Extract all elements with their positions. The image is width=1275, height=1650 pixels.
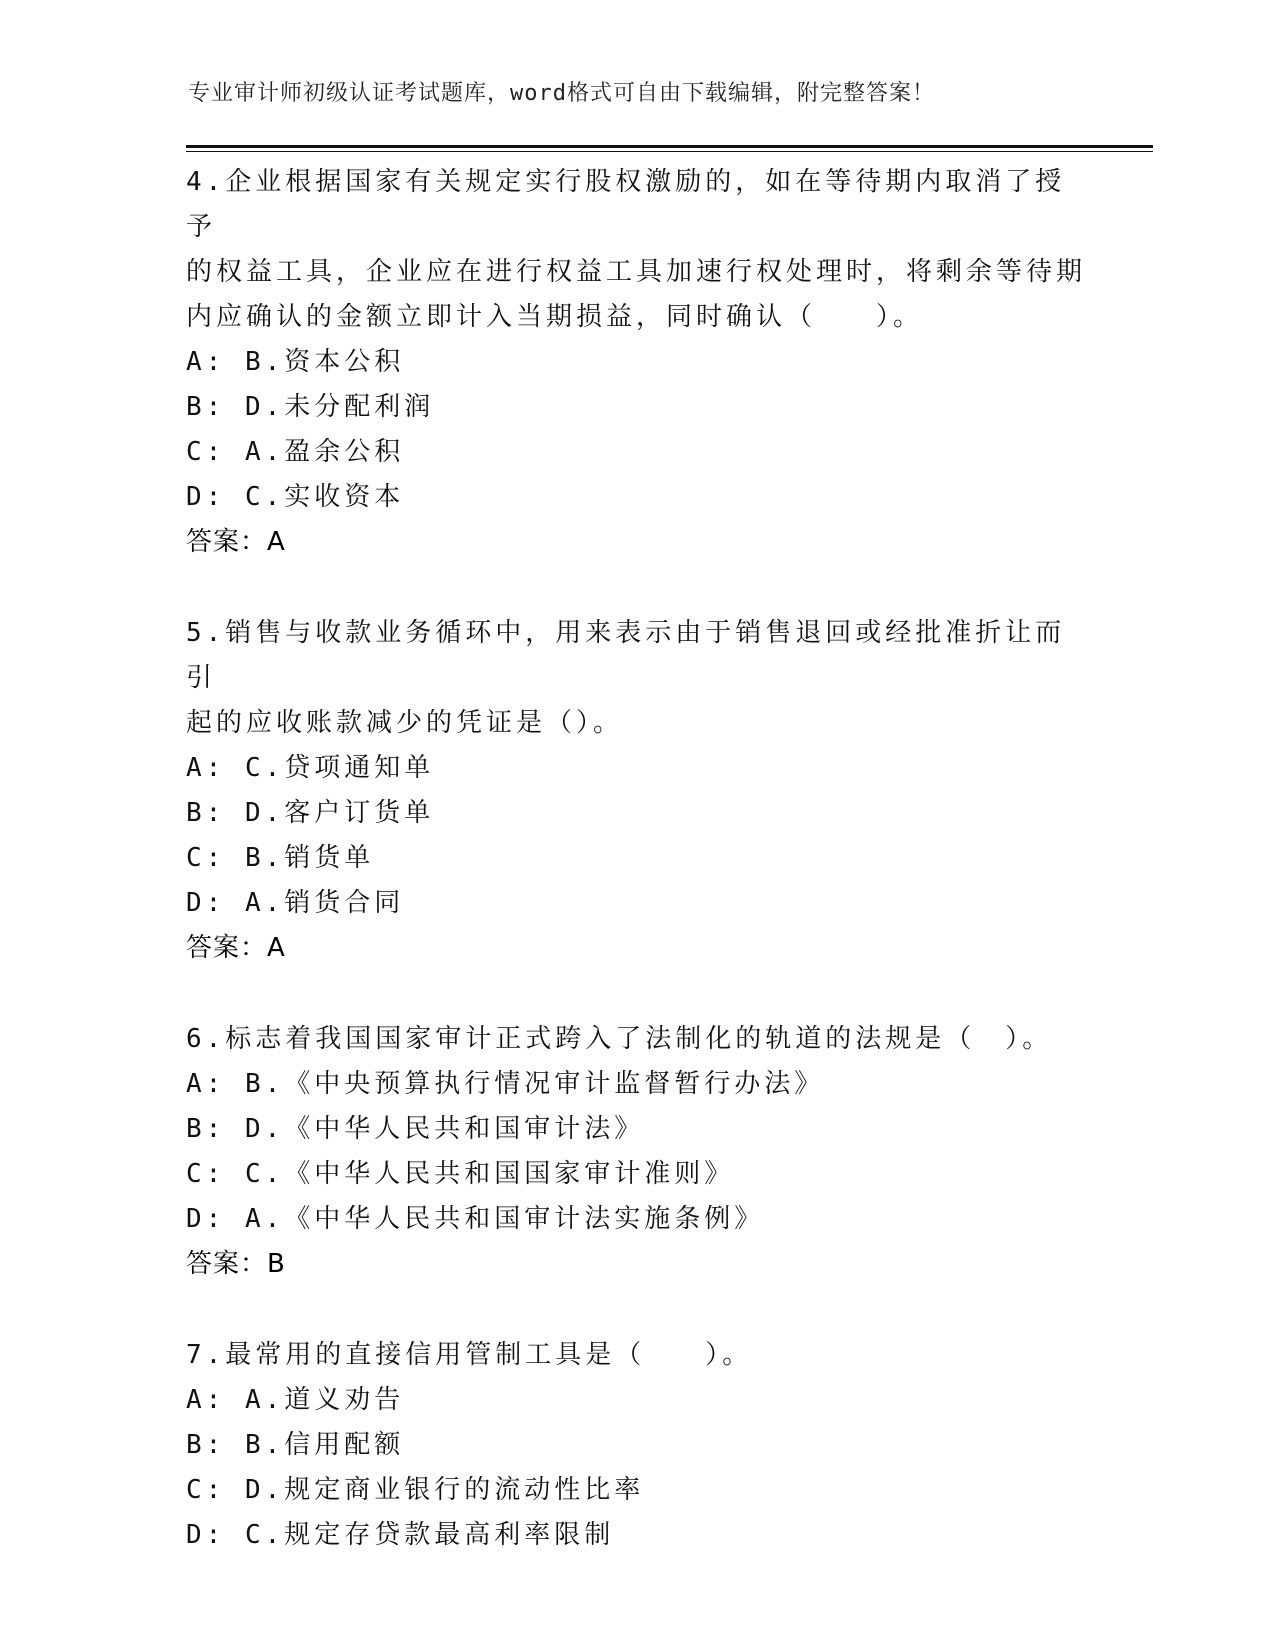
option-d: D: A.销货合同	[186, 888, 405, 918]
question-stem-line: 6.标志着我国国家审计正式跨入了法制化的轨道的法规是（ ）。	[186, 1024, 1053, 1054]
answer-line: 答案：A	[186, 527, 286, 557]
question-stem-line: 的权益工具，企业应在进行权益工具加速行权处理时，将剩余等待期	[186, 257, 1087, 287]
option-a: A: C.贷项通知单	[186, 753, 435, 783]
answer-line: 答案：A	[186, 933, 286, 963]
option-b: B: D.客户订货单	[186, 798, 435, 828]
question-list	[186, 160, 1086, 1604]
header-rule-thick	[186, 145, 1153, 148]
option-a: A: B.资本公积	[186, 347, 405, 377]
option-a: A: B.《中央预算执行情况审计监督暂行办法》	[186, 1069, 825, 1099]
question-6	[186, 1017, 1086, 1287]
question-stem-line: 内应确认的金额立即计入当期损益，同时确认（ ）。	[186, 302, 924, 332]
question-stem-line: 起的应收账款减少的凭证是（）。	[186, 708, 624, 738]
question-4	[186, 160, 1086, 565]
option-b: B: B.信用配额	[186, 1430, 405, 1460]
page-header: 专业审计师初级认证考试题库，word格式可自由下载编辑，附完整答案！	[188, 81, 935, 106]
option-b: B: D.未分配利润	[186, 392, 435, 422]
question-stem-line: 5.销售与收款业务循环中，用来表示由于销售退回或经批准折让而引	[186, 618, 1066, 693]
option-b: B: D.《中华人民共和国审计法》	[186, 1114, 645, 1144]
header-rule-thin	[186, 151, 1153, 152]
question-7	[186, 1333, 1086, 1558]
option-d: D: C.实收资本	[186, 482, 405, 512]
question-stem-line: 7.最常用的直接信用管制工具是（ ）。	[186, 1340, 753, 1370]
option-a: A: A.道义劝告	[186, 1385, 405, 1415]
option-c: C: C.《中华人民共和国国家审计准则》	[186, 1159, 735, 1189]
question-5	[186, 611, 1086, 971]
question-stem-line: 4.企业根据国家有关规定实行股权激励的，如在等待期内取消了授予	[186, 167, 1066, 242]
option-c: C: B.销货单	[186, 843, 375, 873]
option-c: C: D.规定商业银行的流动性比率	[186, 1475, 645, 1505]
option-d: D: A.《中华人民共和国审计法实施条例》	[186, 1204, 765, 1234]
answer-line: 答案：B	[186, 1249, 286, 1279]
option-d: D: C.规定存贷款最高利率限制	[186, 1520, 615, 1550]
option-c: C: A.盈余公积	[186, 437, 405, 467]
